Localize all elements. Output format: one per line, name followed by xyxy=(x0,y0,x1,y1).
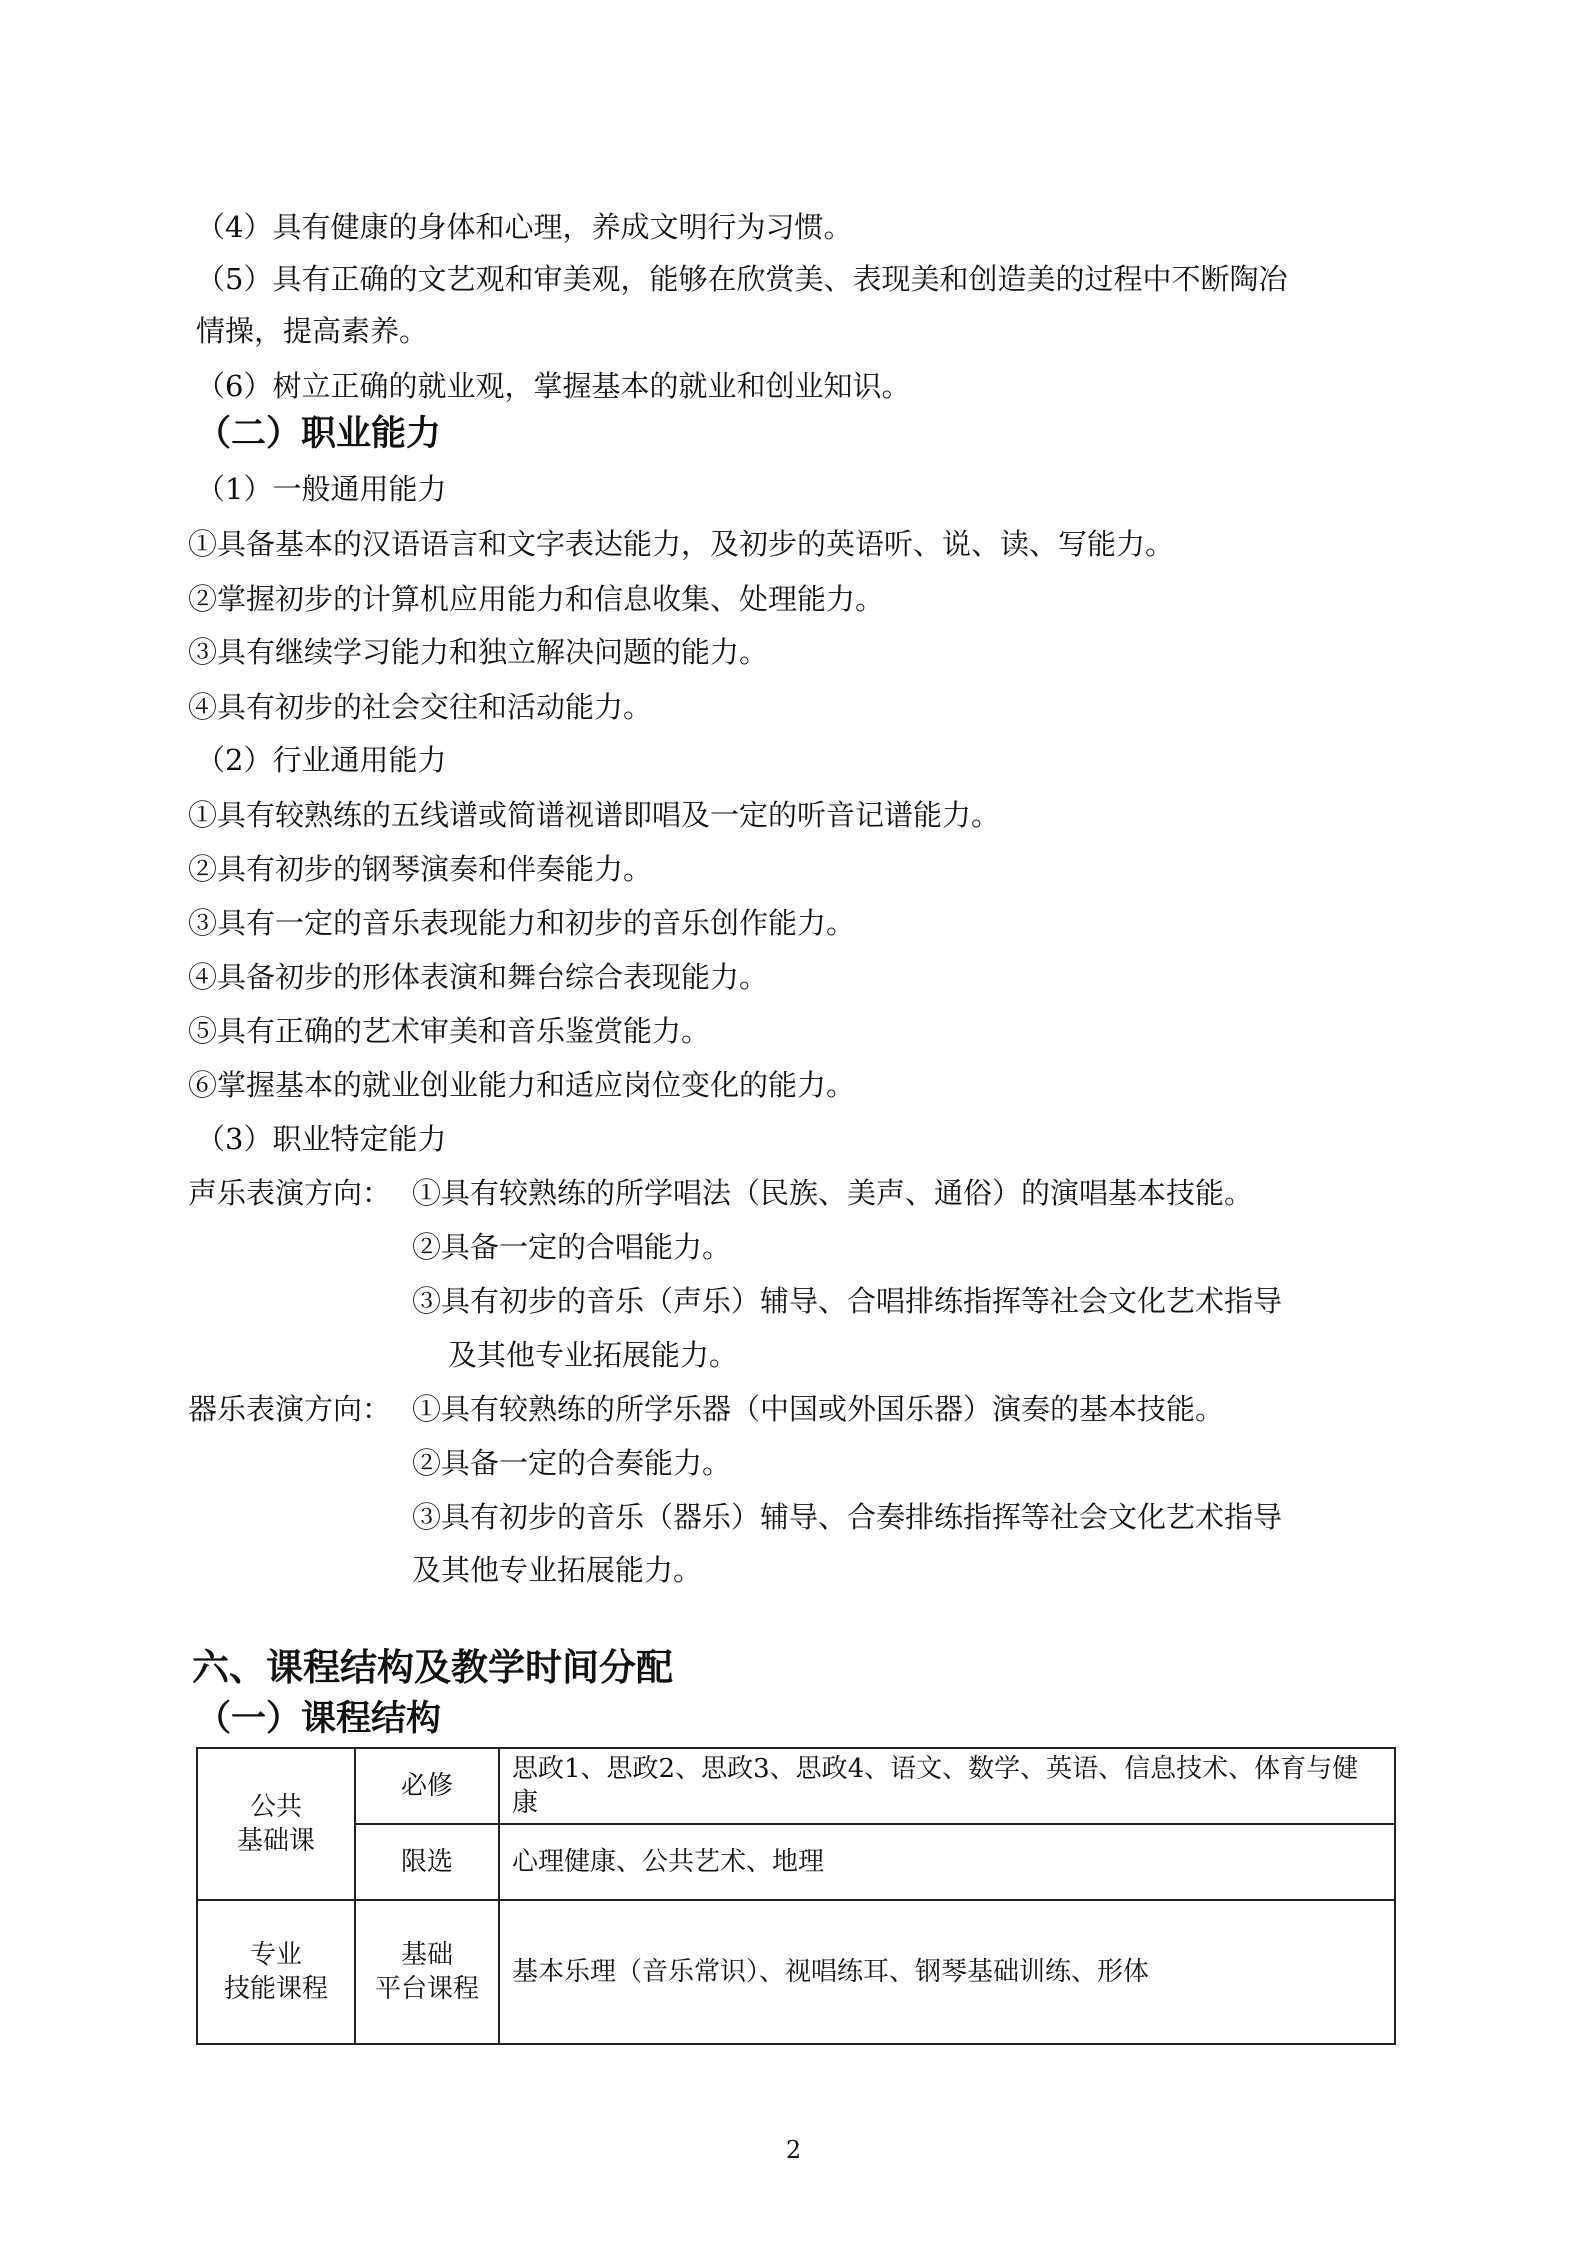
general-ability-item-2: ②掌握初步的计算机应用能力和信息收集、处理能力。 xyxy=(188,582,885,616)
vocal-item-3: ③具有初步的音乐（声乐）辅导、合唱排练指挥等社会文化艺术指导 xyxy=(412,1284,1283,1318)
industry-ability-item-5: ⑤具有正确的艺术审美和音乐鉴赏能力。 xyxy=(188,1014,711,1048)
basic-platform-courses-cell: 基本乐理（音乐常识）、视唱练耳、钢琴基础训练、形体 xyxy=(499,1900,1395,2044)
instrumental-item-3: ③具有初步的音乐（器乐）辅导、合奏排练指挥等社会文化艺术指导 xyxy=(412,1500,1283,1534)
vocal-item-2: ②具备一定的合唱能力。 xyxy=(412,1230,732,1264)
industry-ability-item-3: ③具有一定的音乐表现能力和初步的音乐创作能力。 xyxy=(188,906,856,940)
required-courses-cell: 思政1、思政2、思政3、思政4、语文、数学、英语、信息技术、体育与健康 xyxy=(499,1748,1395,1824)
basic-platform-label-cell xyxy=(355,1900,499,2044)
chapter-heading: 六、课程结构及教学时间分配 xyxy=(192,1646,673,1689)
public-label-line-2: 基础课 xyxy=(236,1826,315,1856)
instrumental-item-2: ②具备一定的合奏能力。 xyxy=(412,1446,732,1480)
professional-label-line-1: 专业 xyxy=(249,1940,302,1970)
basic-platform-label-line-1: 基础 xyxy=(400,1940,453,1970)
public-label-line-1: 公共 xyxy=(249,1792,302,1822)
instrumental-item-1: ①具有较熟练的所学乐器（中国或外国乐器）演奏的基本技能。 xyxy=(412,1392,1225,1426)
page-number: 2 xyxy=(785,2136,802,2164)
professional-skill-course-cell xyxy=(197,1900,355,2044)
specific-ability-heading: （3）职业特定能力 xyxy=(196,1122,447,1156)
general-ability-item-1: ①具备基本的汉语语言和文字表达能力，及初步的英语听、说、读、写能力。 xyxy=(188,527,1175,561)
quality-item-5-continued: 情操，提高素养。 xyxy=(196,314,429,348)
table-row xyxy=(197,1900,1395,2044)
elective-courses-cell: 心理健康、公共艺术、地理 xyxy=(499,1824,1395,1900)
table-row xyxy=(197,1824,1395,1900)
instrumental-direction-label: 器乐表演方向： xyxy=(188,1392,392,1426)
industry-ability-item-2: ②具有初步的钢琴演奏和伴奏能力。 xyxy=(188,852,653,886)
industry-ability-item-4: ④具备初步的形体表演和舞台综合表现能力。 xyxy=(188,960,769,994)
quality-item-4: （4）具有健康的身体和心理，养成文明行为习惯。 xyxy=(196,210,853,244)
industry-ability-heading: （2）行业通用能力 xyxy=(196,743,447,777)
ability-heading: （二）职业能力 xyxy=(196,414,442,454)
course-structure-table xyxy=(196,1747,1396,2045)
course-structure-heading: （一）课程结构 xyxy=(196,1699,442,1739)
general-ability-heading: （1）一般通用能力 xyxy=(196,472,447,506)
vocal-direction-label: 声乐表演方向： xyxy=(188,1176,392,1210)
table-row xyxy=(197,1748,1395,1824)
public-basic-course-cell xyxy=(197,1748,355,1900)
elective-label-cell: 限选 xyxy=(355,1824,499,1900)
industry-ability-item-6: ⑥掌握基本的就业创业能力和适应岗位变化的能力。 xyxy=(188,1068,856,1102)
instrumental-item-3-continued: 及其他专业拓展能力。 xyxy=(412,1553,703,1587)
general-ability-item-3: ③具有继续学习能力和独立解决问题的能力。 xyxy=(188,635,769,669)
professional-label-line-2: 技能课程 xyxy=(223,1974,328,2004)
industry-ability-item-1: ①具有较熟练的五线谱或简谱视谱即唱及一定的听音记谱能力。 xyxy=(188,798,1001,832)
vocal-item-3-continued: 及其他专业拓展能力。 xyxy=(448,1338,739,1372)
general-ability-item-4: ④具有初步的社会交往和活动能力。 xyxy=(188,690,653,724)
required-label-cell: 必修 xyxy=(355,1748,499,1824)
vocal-item-1: ①具有较熟练的所学唱法（民族、美声、通俗）的演唱基本技能。 xyxy=(412,1176,1254,1210)
basic-platform-label-line-2: 平台课程 xyxy=(374,1974,479,2004)
quality-item-5: （5）具有正确的文艺观和审美观，能够在欣赏美、表现美和创造美的过程中不断陶冶 xyxy=(196,262,1288,296)
quality-item-6: （6）树立正确的就业观，掌握基本的就业和创业知识。 xyxy=(196,369,911,403)
